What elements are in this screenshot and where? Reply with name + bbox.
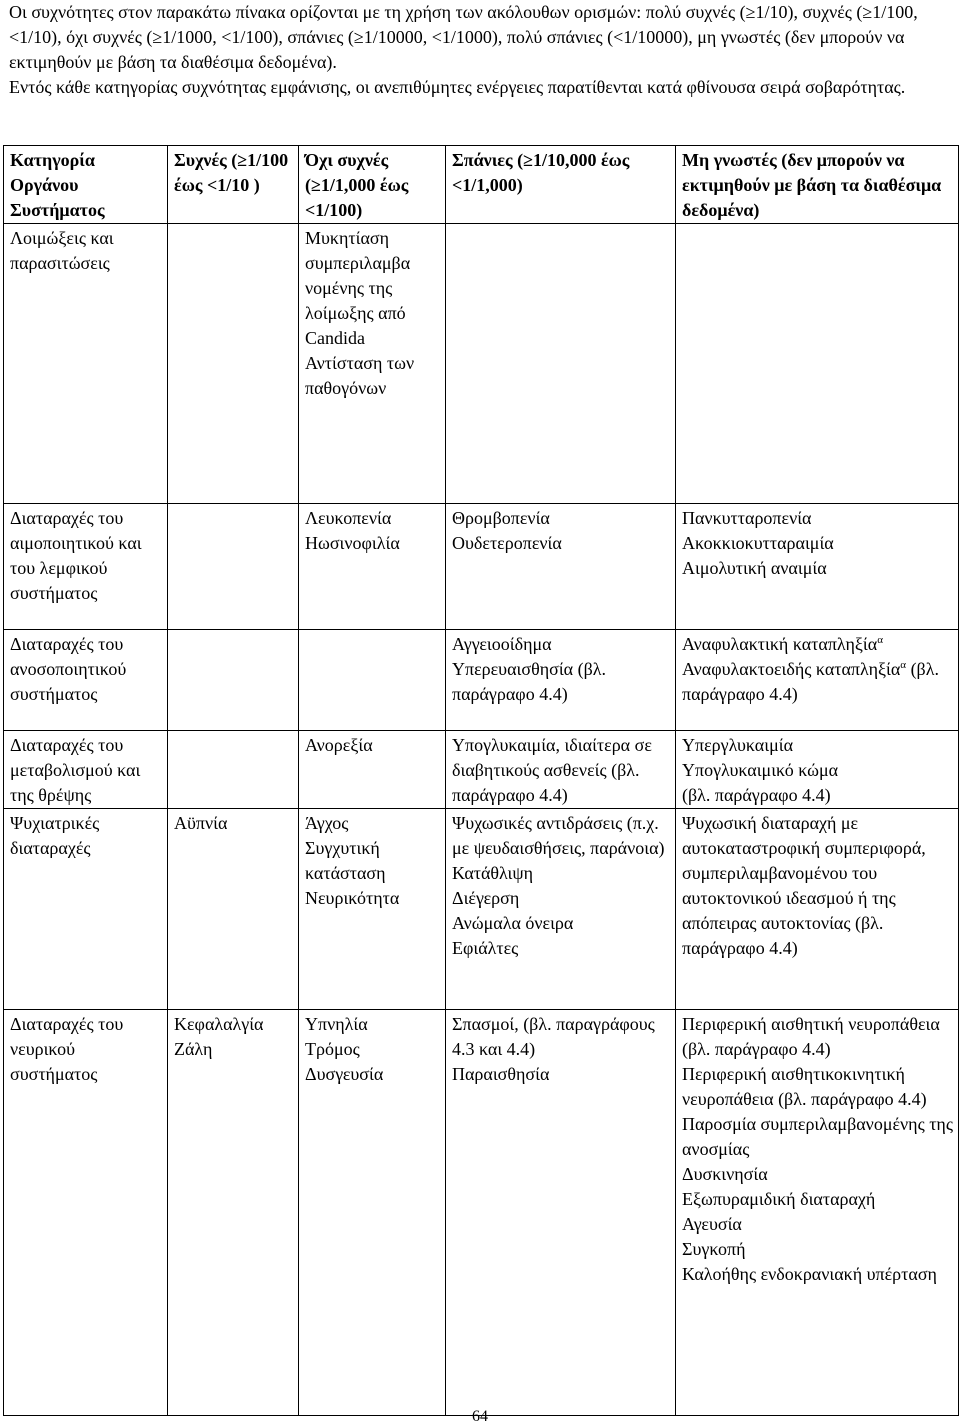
table-row xyxy=(4,1010,959,1416)
cell-rare: Θρομβοπενία Ουδετεροπενία xyxy=(446,504,676,630)
cell-soc: Διαταραχές του αιμοποιητικού και του λεμφικού συστήματος xyxy=(4,504,168,630)
cell-uncommon xyxy=(299,630,446,731)
cell-unknown: Υπεργλυκαιμία Υπογλυκαιμικό κώμα (βλ. παράγραφο 4.4) xyxy=(676,731,959,809)
intro-text xyxy=(9,0,955,100)
intro-paragraph-ordering: Εντός κάθε κατηγορίας συχνότητας εμφάνισης, οι ανεπιθύμητες ενέργειες παρατίθενται κατά φθίνουσα σειρά σοβαρότητας. xyxy=(9,77,906,97)
cell-common: Κεφαλαλγία Ζάλη xyxy=(168,1010,299,1416)
header-uncommon: Όχι συχνές (≥1/1,000 έως <1/100) xyxy=(299,146,446,224)
cell-uncommon: Ανορεξία xyxy=(299,731,446,809)
table-row xyxy=(4,224,959,504)
table-row xyxy=(4,809,959,1010)
header-common: Συχνές (≥1/100 έως <1/10 ) xyxy=(168,146,299,224)
cell-unknown: Αναφυλακτική καταπληξία$^\alpha$ Αναφυλακτοειδής καταπληξία$^\alpha$ (βλ. παράγραφο 4.4) xyxy=(676,630,959,731)
cell-unknown xyxy=(676,224,959,504)
page-number: 64 xyxy=(472,1408,488,1425)
table-row xyxy=(4,504,959,630)
cell-uncommon: Μυκητίαση συμπεριλαμβα νομένης της λοίμωξης από Candida Αντίσταση των παθογόνων xyxy=(299,224,446,504)
cell-soc: Λοιμώξεις και παρασιτώσεις xyxy=(4,224,168,504)
cell-soc: Ψυχιατρικές διαταραχές xyxy=(4,809,168,1010)
cell-common: Αϋπνία xyxy=(168,809,299,1010)
cell-unknown: Ψυχωσική διαταραχή με αυτοκαταστροφική συμπεριφορά, συμπεριλαμβανομένου του αυτοκτονικού ιδεασμού ή της απόπειρας αυτοκτονίας (βλ. παράγραφο 4.4) xyxy=(676,809,959,1010)
header-not-known: Μη γνωστές (δεν μπορούν να εκτιμηθούν με βάση τα διαθέσιμα δεδομένα) xyxy=(676,146,959,224)
table-row xyxy=(4,731,959,809)
cell-soc: Διαταραχές του νευρικού συστήματος xyxy=(4,1010,168,1416)
footnote-marker: α xyxy=(900,659,907,671)
cell-common xyxy=(168,224,299,504)
cell-soc: Διαταραχές του ανοσοποιητικού συστήματος xyxy=(4,630,168,731)
cell-rare xyxy=(446,224,676,504)
cell-common xyxy=(168,731,299,809)
header-rare: Σπάνιες (≥1/10,000 έως <1/1,000) xyxy=(446,146,676,224)
cell-common xyxy=(168,630,299,731)
cell-rare: Υπογλυκαιμία, ιδιαίτερα σε διαβητικούς ασθενείς (βλ. παράγραφο 4.4) xyxy=(446,731,676,809)
cell-uncommon: Λευκοπενία Ηωσινοφιλία xyxy=(299,504,446,630)
cell-common xyxy=(168,504,299,630)
cell-uncommon: Άγχος Συγχυτική κατάσταση Νευρικότητα xyxy=(299,809,446,1010)
cell-rare: Ψυχωσικές αντιδράσεις (π.χ. με ψευδαισθήσεις, παράνοια) Κατάθλιψη Διέγερση Ανώμαλα όνειρα Εφιάλτες xyxy=(446,809,676,1010)
cell-unknown: Πανκυτταροπενία Ακοκκιοκυτταραιμία Αιμολυτική αναιμία xyxy=(676,504,959,630)
cell-unknown: Περιφερική αισθητική νευροπάθεια (βλ. παράγραφο 4.4) Περιφερική αισθητικοκινητική νευροπάθεια (βλ. παράγραφο 4.4) Παροσμία συμπεριλαμβανομένης της ανοσμίας Δυσκινησία Εξωπυραμιδική διαταραχή Αγευσία Συγκοπή Καλοήθης ενδοκρανιακή υπέρταση xyxy=(676,1010,959,1416)
cell-uncommon: Υπνηλία Τρόμος Δυσγευσία xyxy=(299,1010,446,1416)
table-row xyxy=(4,630,959,731)
cell-soc: Διαταραχές του μεταβολισμού και της θρέψης xyxy=(4,731,168,809)
intro-paragraph-definitions: Οι συχνότητες στον παρακάτω πίνακα ορίζονται με τη χρήση των ακόλουθων ορισμών: πολύ συχνές (≥1/10), συχνές (≥1/100, <1/10), όχι συχνές (≥1/1000, <1/100), σπάνιες (≥1/10000, <1/1000), πολύ σπάνιες (<1/10000), μη γνωστές (δεν μπορούν να εκτιμηθούν με βάση τα διαθέσιμα δεδομένα). xyxy=(9,2,918,72)
cell-rare: Σπασμοί, (βλ. παραγράφους 4.3 και 4.4) Παραισθησία xyxy=(446,1010,676,1416)
footnote-marker: α xyxy=(877,634,883,646)
table-header-row xyxy=(4,146,959,224)
header-system-organ-class: Κατηγορία Οργάνου Συστήματος xyxy=(4,146,168,224)
cell-rare: Αγγειοοίδημα Υπερευαισθησία (βλ. παράγραφο 4.4) xyxy=(446,630,676,731)
adverse-reactions-table xyxy=(3,145,959,1416)
